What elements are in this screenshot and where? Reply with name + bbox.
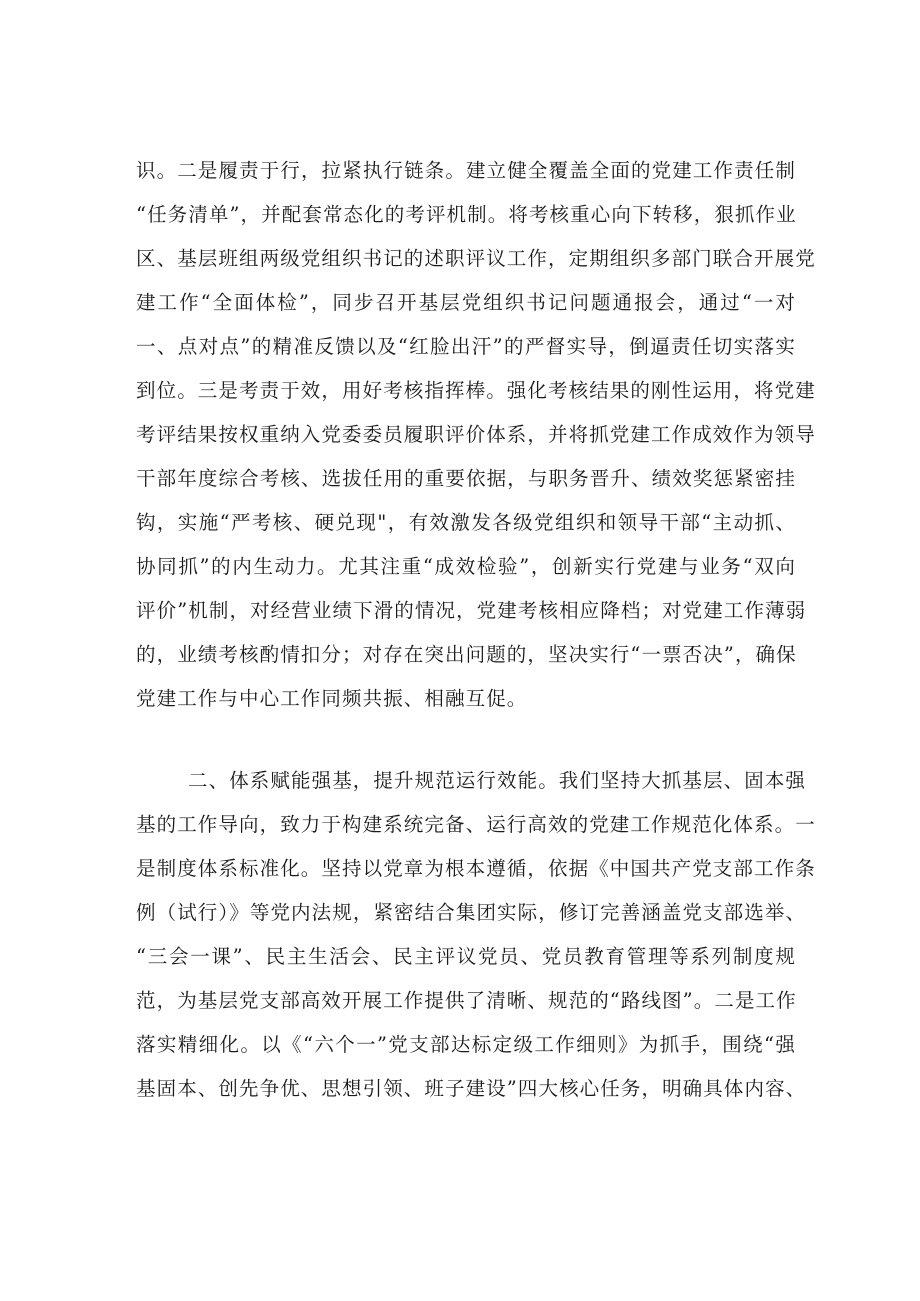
text-line: 党建工作与中心工作同频共振、相融互促。 — [136, 687, 528, 710]
text-line: 基的工作导向，致力于构建系统完备、运行高效的党建工作规范化体系。一 — [136, 813, 816, 836]
text-line: 基固本、创先争优、思想引领、班子建设”四大核心任务，明确具体内容、 — [136, 1077, 807, 1100]
text-line: 落实精细化。以《“六个一”党支部达标定级工作细则》为抓手，围绕“强 — [136, 1033, 796, 1056]
text-line: 一、点对点”的精准反馈以及“红脸出汗”的严督实导，倒逼责任切实落实 — [136, 335, 796, 358]
paragraph-responsibility-assessment — [136, 149, 816, 721]
text-line: 识。二是履责于行，拉紧执行链条。建立健全覆盖全面的党建工作责任制 — [136, 159, 796, 182]
text-line: 协同抓”的内生动力。尤其注重“成效检验”，创新实行党建与业务“双向 — [136, 555, 796, 578]
text-line: 考评结果按权重纳入党委委员履职评价体系，并将抓党建工作成效作为领导 — [136, 423, 816, 446]
text-line: 的，业绩考核酌情扣分；对存在突出问题的，坚决实行“一票否决”，确保 — [136, 643, 797, 666]
text-line: 建工作“全面体检”，同步召开基层党组织书记问题通报会，通过“一对 — [136, 291, 796, 314]
text-line: 二、体系赋能强基，提升规范运行效能。我们坚持大抓基层、固本强 — [188, 769, 807, 792]
text-line: 区、基层班组两级党组织书记的述职评议工作，定期组织多部门联合开展党 — [136, 247, 816, 270]
text-line: 范，为基层党支部高效开展工作提供了清晰、规范的“路线图”。二是工作 — [136, 989, 797, 1012]
text-line: “三会一课”、民主生活会、民主评议党员、党员教育管理等系列制度规 — [136, 945, 796, 968]
text-line: 干部年度综合考核、选拔任用的重要依据，与职务晋升、绩效奖惩紧密挂 — [136, 467, 796, 490]
text-line: 到位。三是考责于效，用好考核指挥棒。强化考核结果的刚性运用，将党建 — [136, 379, 816, 402]
text-line: 例（试行）》等党内法规，紧密结合集团实际，修订完善涵盖党支部选举、 — [136, 901, 807, 924]
text-line: 钩，实施“严考核、硬兑现"，有效激发各级党组织和领导干部“主动抓、 — [136, 511, 796, 534]
text-line: 是制度体系标准化。坚持以党章为根本遵循，依据《中国共产党支部工作条 — [136, 857, 816, 880]
paragraph-system-empowerment — [136, 759, 816, 1111]
text-line: 评价”机制，对经营业绩下滑的情况，党建考核相应降档；对党建工作薄弱 — [136, 599, 807, 622]
text-line: “任务清单”，并配套常态化的考评机制。将考核重心向下转移，狠抓作业 — [136, 203, 797, 226]
